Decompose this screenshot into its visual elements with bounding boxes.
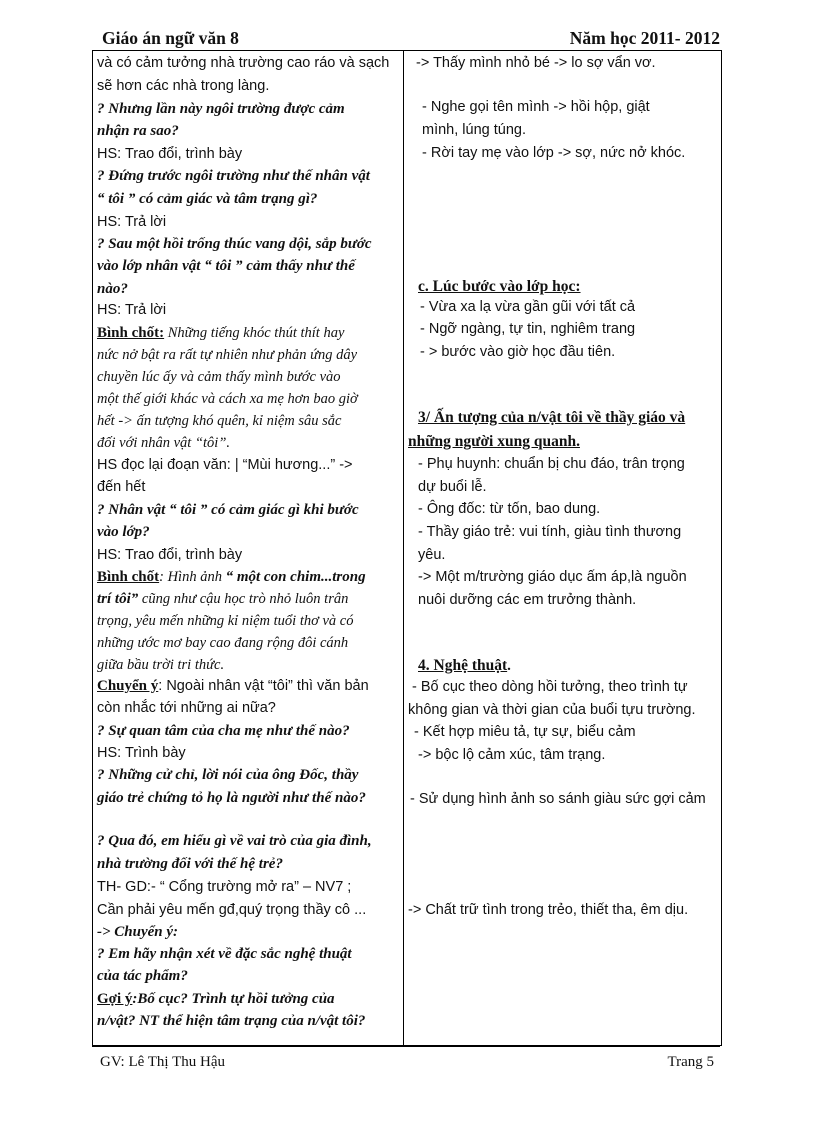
summary-line — [97, 569, 366, 586]
hint-label: Gợi ý — [97, 991, 133, 1007]
student-response: HS: Trao đổi, trình bày — [97, 146, 243, 162]
question: nhận ra sao? — [97, 123, 179, 139]
content-line: -> Thấy mình nhỏ bé -> lo sợ vẩn vơ. — [416, 55, 656, 71]
student-activity: HS đọc lại đoạn văn: | “Mùi hương...” -> — [97, 457, 353, 473]
summary-quote: “ một con chim...trong — [225, 569, 366, 585]
question: vào lớp nhân vật “ tôi ” cảm thấy như thế — [97, 258, 355, 274]
summary-label: Bình chốt — [97, 569, 160, 585]
student-response: HS: Trao đổi, trình bày — [97, 547, 243, 563]
summary-text: giữa bầu trời tri thức. — [97, 657, 225, 673]
question: ? Nhưng lần này ngôi trường được cảm — [97, 101, 345, 117]
content-line: - Thầy giáo trẻ: vui tính, giàu tình thương — [418, 524, 682, 540]
integration-note: Cần phải yêu mến gđ,quý trọng thầy cô ... — [97, 902, 367, 918]
summary-quote: trí tôi” — [97, 591, 139, 607]
transition-label: Chuyển ý — [97, 678, 159, 694]
heading-period: . — [507, 658, 511, 674]
content-line: - Bố cục theo dòng hồi tưởng, theo trình tự — [412, 679, 688, 695]
transition-text: : Ngoài nhân vật “tôi” thì văn bản — [158, 678, 369, 694]
summary-line — [97, 591, 348, 608]
summary-label: Bình chốt: — [97, 325, 165, 341]
hint-text: n/vật? NT thể hiện tâm trạng của n/vật tôi? — [97, 1013, 366, 1029]
content-line: - Phụ huynh: chuẩn bị chu đáo, trân trọng — [418, 456, 685, 472]
question: ? Đứng trước ngôi trường như thế nhân vật — [97, 168, 370, 184]
section-heading-c: c. Lúc bước vào lớp học: — [418, 278, 581, 295]
school-year: Năm học 2011- 2012 — [569, 28, 720, 48]
page-header — [98, 28, 720, 50]
section-heading-3: những người xung quanh. — [408, 433, 580, 450]
content-line: - Vừa xa lạ vừa gần gũi với tất cả — [420, 299, 636, 315]
transition-line — [97, 678, 369, 695]
text-line: sẽ hơn các nhà trong làng. — [97, 78, 270, 94]
content-line: -> Chất trữ tình trong trẻo, thiết tha, êm dịu. — [408, 902, 689, 918]
summary-text: một thế giới khác và cách xa mẹ hơn bao giờ — [97, 391, 358, 407]
content-line: mình, lúng túng. — [422, 122, 526, 138]
summary-text: chuyền lúc ấy và cảm thấy mình bước vào — [97, 369, 341, 385]
question: ? Sự quan tâm của cha mẹ như thế nào? — [97, 723, 350, 739]
text-line: và có cảm tưởng nhà trường cao ráo và sạch — [97, 55, 390, 71]
hint-line — [97, 991, 335, 1008]
student-activity: đến hết — [97, 479, 146, 495]
content-line: - Rời tay mẹ vào lớp -> sợ, nức nở khóc. — [422, 145, 686, 161]
section-heading-4-text: 4. Nghệ thuật — [418, 657, 508, 674]
question: nhà trường đối với thế hệ trẻ? — [97, 856, 283, 872]
document-title: Giáo án ngữ văn 8 — [102, 28, 239, 48]
summary-text: nức nở bật ra rất tự nhiên như phản ứng dây — [97, 347, 358, 363]
question: ? Nhân vật “ tôi ” có cảm giác gì khi bước — [97, 502, 359, 518]
summary-line — [97, 325, 344, 342]
question: ? Những cử chỉ, lời nói của ông Đốc, thầy — [97, 767, 359, 783]
teacher-student-activity-column — [93, 51, 404, 1045]
content-line: - Kết hợp miêu tả, tự sự, biểu cảm — [414, 724, 636, 740]
question: ? Sau một hồi trống thúc vang dội, sắp bước — [97, 236, 372, 252]
student-response: HS: Trình bày — [97, 745, 186, 761]
question: ? Qua đó, em hiểu gì về vai trò của gia đình, — [97, 833, 372, 849]
question: ? Em hãy nhận xét về đặc sắc nghệ thuật — [97, 946, 352, 962]
question: “ tôi ” có cảm giác và tâm trạng gì? — [97, 191, 318, 207]
question: nào? — [97, 281, 128, 297]
content-line: yêu. — [418, 547, 446, 563]
section-heading-3: 3/ Ấn tượng của n/vật tôi về thầy giáo và — [418, 409, 686, 426]
content-line: - Ngỡ ngàng, tự tin, nghiêm trang — [420, 321, 636, 337]
content-line: - > bước vào giờ học đầu tiên. — [420, 344, 616, 360]
summary-text: trọng, yêu mến những kỉ niệm tuổi thơ và có — [97, 613, 354, 629]
content-line: nuôi dưỡng các em trưởng thành. — [418, 592, 637, 608]
question: giáo trẻ chứng tỏ họ là người như thế nào? — [97, 790, 366, 806]
content-line: dự buổi lễ. — [418, 479, 487, 495]
question: của tác phẩm? — [97, 968, 188, 984]
section-heading-4 — [418, 657, 511, 675]
lesson-table — [92, 50, 722, 1046]
lesson-content-column — [404, 51, 721, 1045]
student-response: HS: Trả lời — [97, 214, 167, 230]
content-line: - Nghe gọi tên mình -> hồi hộp, giật — [422, 99, 650, 115]
transition-heading: -> Chuyển ý: — [97, 924, 179, 940]
integration-note: TH- GD:- “ Cổng trường mở ra” – NV7 ; — [97, 879, 352, 895]
summary-text: Những tiếng khóc thút thít hay — [164, 325, 345, 341]
teacher-name: GV: Lê Thị Thu Hậu — [100, 1054, 225, 1070]
summary-text: đối với nhân vật “tôi”. — [97, 435, 231, 451]
summary-text: những ước mơ bay cao đang rộng đôi cánh — [97, 635, 349, 651]
summary-text: : Hình ảnh — [159, 569, 226, 585]
student-response: HS: Trả lời — [97, 302, 167, 318]
hint-text: :Bố cục? Trình tự hồi tưởng của — [132, 991, 335, 1007]
summary-text: hết -> ấn tượng khó quên, kỉ niệm sâu sắc — [97, 413, 342, 429]
content-line: -> bộc lộ cảm xúc, tâm trạng. — [418, 747, 606, 763]
summary-text: cũng như cậu học trò nhỏ luôn trân — [138, 591, 349, 607]
question: vào lớp? — [97, 524, 150, 540]
content-line: - Ông đốc: từ tốn, bao dung. — [418, 501, 601, 517]
content-line: -> Một m/trường giáo dục ấm áp,là nguồn — [418, 569, 687, 585]
page-footer — [92, 1046, 720, 1086]
page-number: Trang 5 — [667, 1054, 714, 1070]
content-line: không gian và thời gian của buổi tựu trường. — [408, 702, 696, 718]
transition-text: còn nhắc tới những ai nữa? — [97, 700, 276, 716]
footer-rule — [92, 1046, 720, 1047]
content-line: - Sử dụng hình ảnh so sánh giàu sức gợi cảm — [410, 791, 706, 807]
